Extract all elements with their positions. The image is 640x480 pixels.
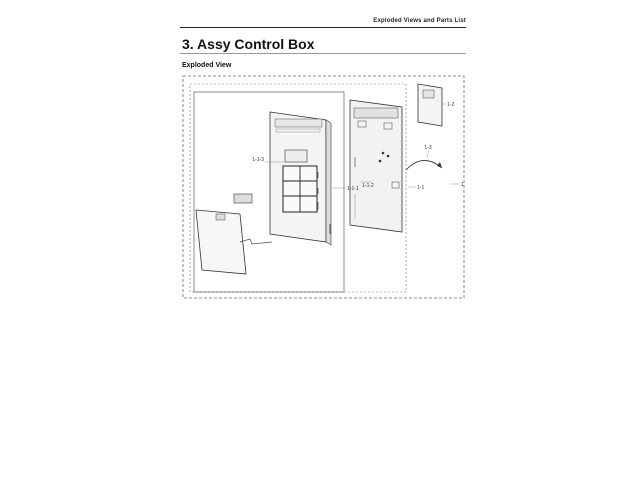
svg-text:1-2: 1-2	[447, 102, 455, 108]
svg-text:1-1-2: 1-1-2	[362, 183, 374, 189]
running-header: Exploded Views and Parts List	[373, 18, 466, 24]
membrane-sheet-part	[196, 194, 272, 274]
rotation-arrow	[406, 145, 442, 170]
svg-text:1-1-3: 1-1-3	[252, 157, 264, 163]
svg-text:1-3: 1-3	[424, 145, 432, 151]
control-panel-part	[252, 112, 331, 245]
control-frame-part	[350, 100, 402, 232]
callout-1-1-1: 1-1-1	[347, 186, 359, 192]
exploded-view-drawing	[180, 74, 470, 304]
bracket-part	[418, 84, 454, 126]
callout-1-1: 1-1	[417, 185, 425, 191]
subsection-title: Exploded View	[182, 62, 232, 69]
header-rule	[180, 27, 466, 28]
title-rule	[180, 53, 466, 54]
section-title: 3. Assy Control Box	[182, 36, 315, 52]
callout-1: 1	[461, 182, 464, 188]
